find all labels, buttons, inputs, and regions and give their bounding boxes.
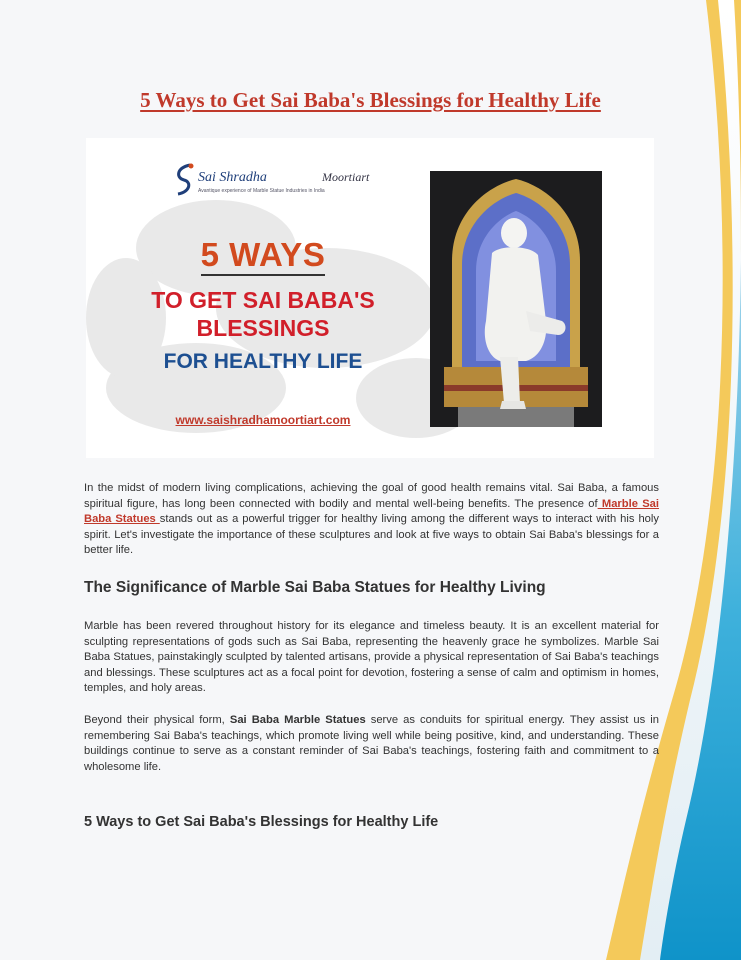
logo-swirl-icon <box>172 162 196 196</box>
logo-moortiart: Moortiart <box>322 170 370 184</box>
brand-logo <box>172 158 372 200</box>
banner-headline-blessings: TO GET SAI BABA'S BLESSINGS <box>151 287 375 341</box>
logo-name: Sai Shradha <box>198 170 267 185</box>
intro-paragraph: In the midst of modern living complications, achieving the goal of good health remains vital. Sai Baba, a famous spiritual figure, has long been connected with bodily and mental well-being benefits. The presence of Marble Sai Baba Statues stands out as a powerful trigger for healthy living among the different ways to interact with his holy spirit. Let's investigate the importance of these sculptures and look at five ways to obtain Sai Baba's blessings for a better life. <box>84 482 660 556</box>
banner-headline-healthy-life: FOR HEALTHY LIFE <box>163 350 363 373</box>
section-heading-significance: The Significance of Marble Sai Baba Statues for Healthy Living <box>84 579 546 596</box>
banner-image <box>86 138 654 458</box>
banner-headline-five-ways: 5 WAYS <box>86 236 440 274</box>
document-title: 5 Ways to Get Sai Baba's Blessings for Healthy Life <box>140 88 601 112</box>
significance-paragraph-2: Beyond their physical form, Sai Baba Marble Statues serve as conduits for spiritual energy. They assist us in remembering Sai Baba's teachings, which promote living well while being positive, kind, and understanding. These buildings continue to serve as a constant reminder of Sai Baba's teachings, fostering faith and commitment to a wholesome life. <box>84 714 659 773</box>
sai-baba-statue-photo <box>430 171 602 427</box>
sai-baba-marble-statues-bold: Sai Baba Marble Statues <box>229 714 366 726</box>
marble-sai-baba-statues-link[interactable]: Marble Sai Baba Statues <box>84 497 660 525</box>
banner-website-link[interactable]: www.saishradhamoortiart.com <box>175 413 351 427</box>
section-heading-five-ways: 5 Ways to Get Sai Baba's Blessings for Healthy Life <box>84 814 439 830</box>
logo-tagline: Avantique experience of Marble Statue Industries in India <box>198 188 325 194</box>
significance-paragraph-1: Marble has been revered throughout history for its elegance and timeless beauty. It is an excellent material for sculpting representations of gods such as Sai Baba, representing the heavenly grace he symbolizes. Marble Sai Baba Statues, painstakingly sculpted by talented artisans, provide a physical representation of Sai Baba's teachings and blessings. These sculptures act as a focal point for devotion, fostering a sense of calm and optimism in homes, temples, and holy areas. <box>84 620 659 694</box>
